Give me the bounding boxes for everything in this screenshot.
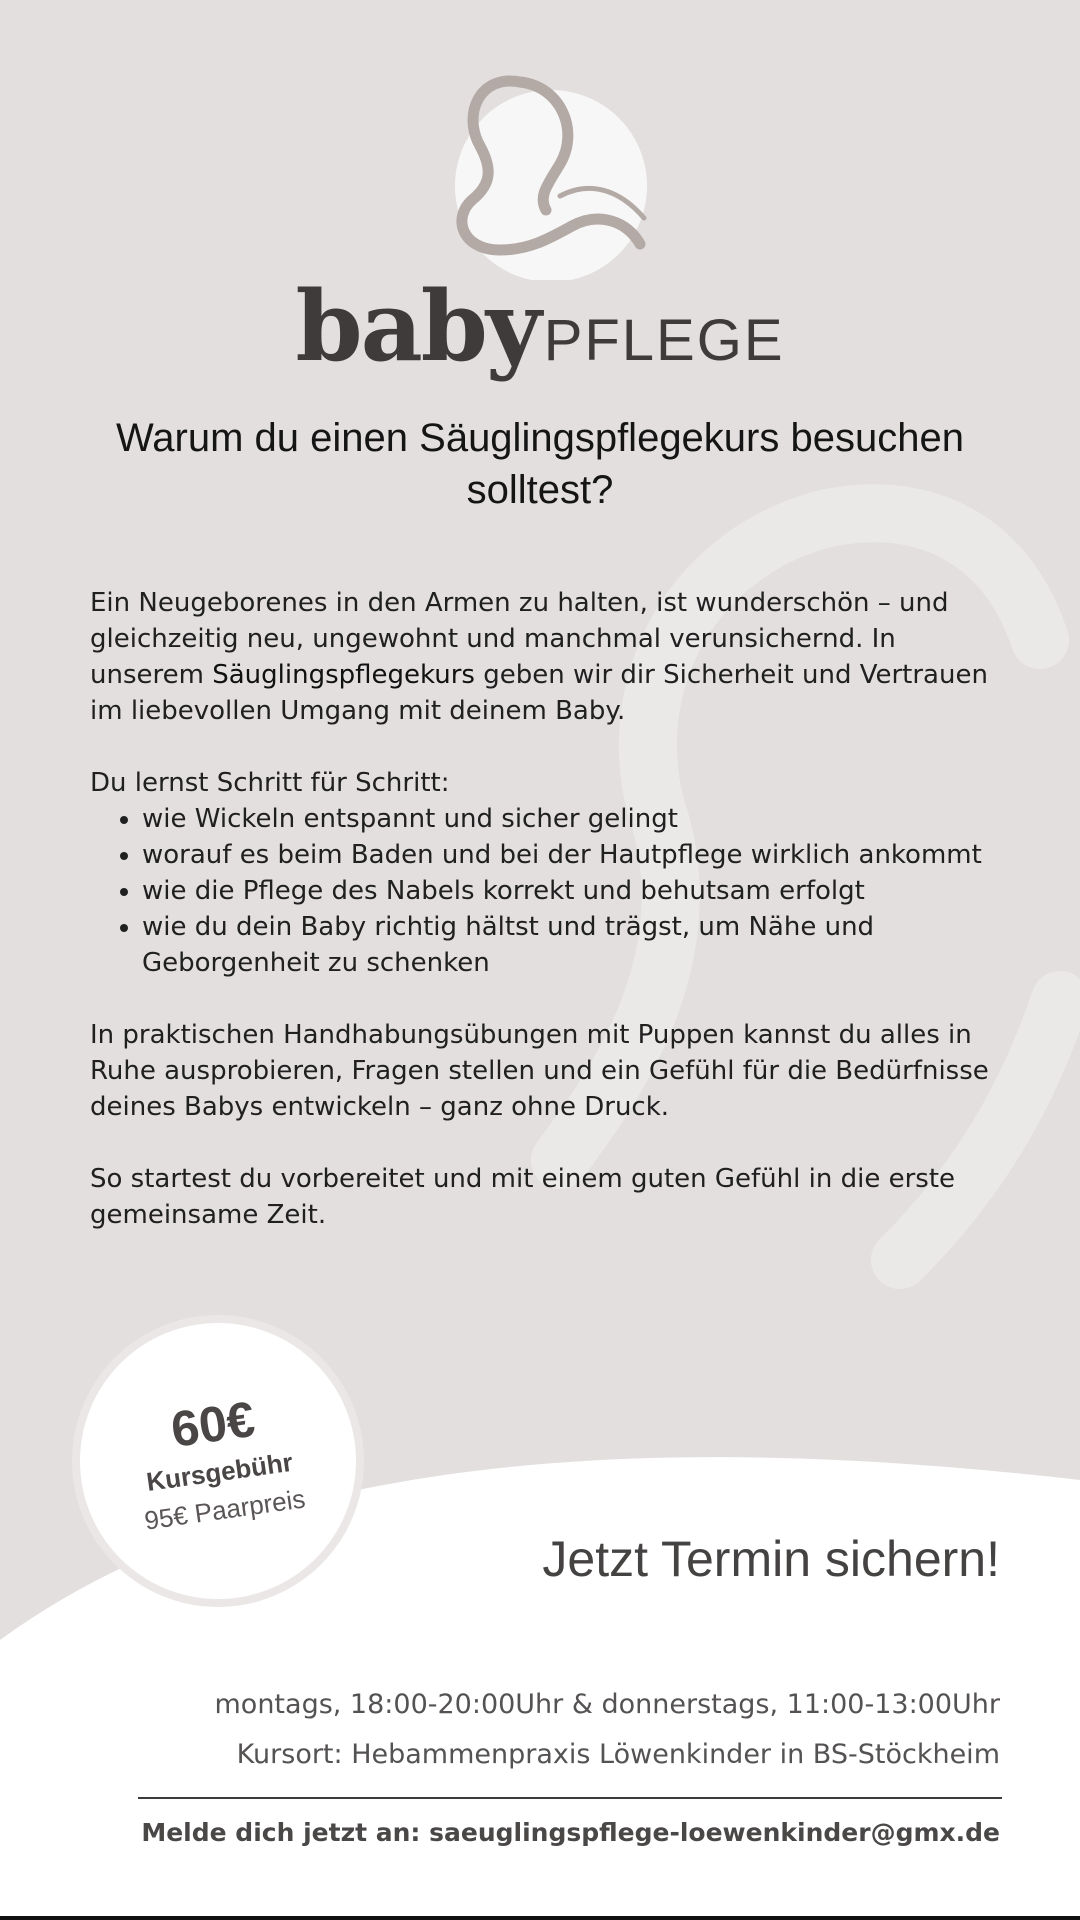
course-times: montags, 18:00-20:00Uhr & donnerstags, 11:00-13:00Uhr [214,1689,1000,1720]
list-item: • wie die Pflege des Nabels korrekt und behutsam erfolgt [142,873,1010,909]
learn-heading: Du lernst Schritt für Schritt: [90,768,450,798]
pair-price: 95€ Paarpreis [142,1483,308,1536]
intro-after: geben wir dir Sicherheit und Vertrauen im liebevollen Umgang mit deinem Baby. [90,660,988,726]
intro-paragraph [90,585,1010,729]
brand-wordmark [0,270,1080,383]
list-item: • wie du dein Baby richtig hältst und trägst, um Nähe und Geborgenheit zu schenken [142,909,1010,981]
registration-contact: Melde dich jetzt an: saeuglingspflege-loewenkinder@gmx.de [141,1818,1000,1847]
cta-heading: Jetzt Termin sichern! [542,1531,1000,1587]
list-item: • worauf es beim Baden und bei der Hautpflege wirklich ankommt [142,837,1010,873]
schedule-info [215,1680,1001,1780]
practice-paragraph: In praktischen Handhabungsübungen mit Puppen kannst du alles in Ruhe ausprobieren, Fragen stellen und ein Gefühl für die Bedürfnisse deines Babys entwickeln – ganz ohne Druck. [90,1020,989,1122]
price-label: Kursgebühr [144,1446,295,1498]
closing-paragraph: So startest du vorbereitet und mit einem guten Gefühl in die erste gemeinsame Zeit. [90,1164,956,1230]
course-description [90,585,1010,1233]
bottom-border [0,1916,1080,1920]
price-amount: 60€ [167,1390,259,1458]
list-item: • wie Wickeln entspannt und sicher gelingt [142,801,1010,837]
divider [138,1797,1002,1799]
brand-logo [0,60,1080,400]
wordmark-pflege: PFLEGE [543,308,785,373]
baby-logo-icon [0,60,1080,280]
course-location: Kursort: Hebammenpraxis Löwenkinder in BS-Stöckheim [236,1739,1000,1770]
wordmark-baby: baby [295,270,540,383]
page-title: Warum du einen Säuglingspflegekurs besuchen solltest? [116,416,964,512]
learn-list [90,801,1010,981]
price-badge [80,1323,356,1599]
intro-highlight: Säuglingspflegekurs [212,660,475,690]
intro-before: Ein Neugeborenes in den Armen zu halten, ist wunderschön – und gleichzeitig neu, ungewohnt und manchmal verunsichernd. In unserem [90,588,949,690]
